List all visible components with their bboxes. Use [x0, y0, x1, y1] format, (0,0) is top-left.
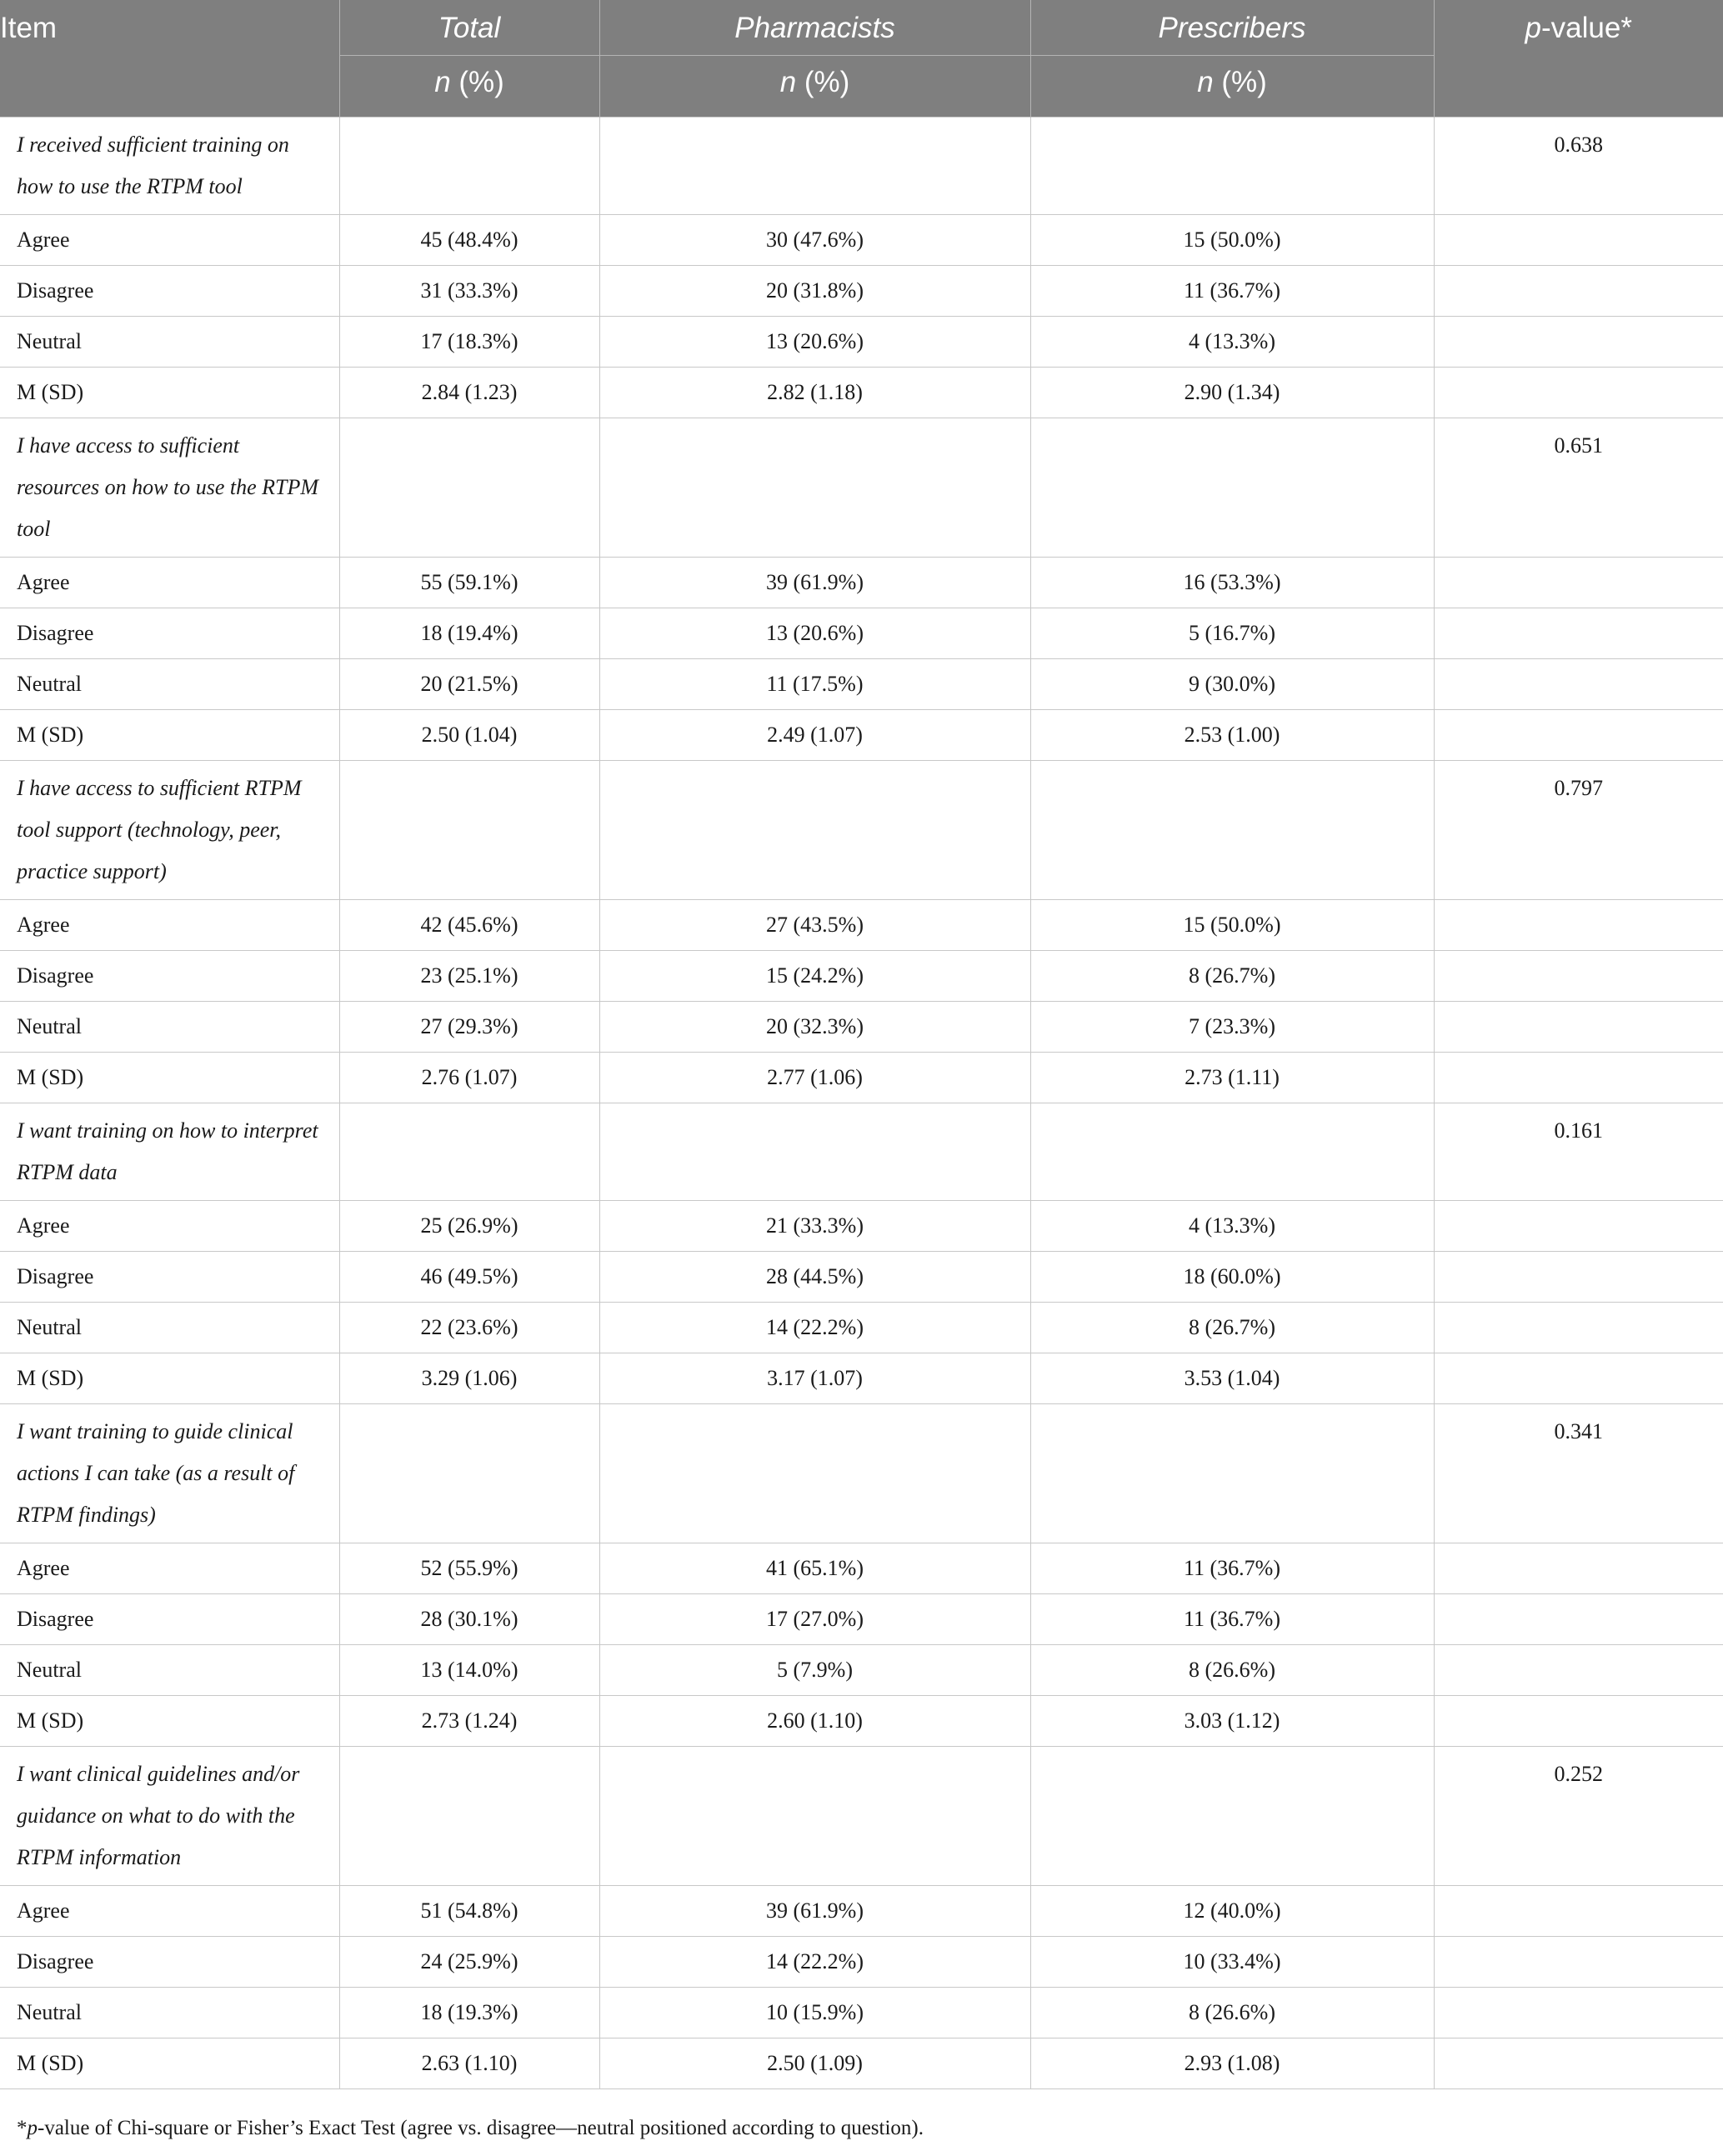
- response-label: M (SD): [0, 1353, 339, 1403]
- empty-cell: [339, 117, 599, 214]
- response-label: Neutral: [0, 1001, 339, 1052]
- response-label: M (SD): [0, 709, 339, 760]
- question-row: [0, 1103, 1723, 1200]
- empty-cell: [1434, 1353, 1723, 1403]
- pharmacists-cell: 39 (61.9%): [599, 1885, 1030, 1936]
- prescribers-cell: 15 (50.0%): [1030, 214, 1434, 265]
- total-cell: 45 (48.4%): [339, 214, 599, 265]
- question-row: [0, 760, 1723, 899]
- question-text: I want clinical guidelines and/or guidance on what to do with the RTPM information: [0, 1746, 339, 1885]
- unit-n: n: [779, 65, 797, 98]
- pharmacists-cell: 13 (20.6%): [599, 316, 1030, 367]
- pharmacists-cell: 17 (27.0%): [599, 1593, 1030, 1644]
- pharmacists-cell: 14 (22.2%): [599, 1936, 1030, 1987]
- empty-cell: [1030, 1746, 1434, 1885]
- column-header-item: Item: [0, 0, 339, 117]
- prescribers-cell: 4 (13.3%): [1030, 316, 1434, 367]
- total-cell: 2.50 (1.04): [339, 709, 599, 760]
- question-text: I received sufficient training on how to use the RTPM tool: [0, 117, 339, 214]
- total-cell: 22 (23.6%): [339, 1302, 599, 1353]
- response-label: Agree: [0, 214, 339, 265]
- response-label: Disagree: [0, 1593, 339, 1644]
- pharmacists-cell: 30 (47.6%): [599, 214, 1030, 265]
- response-row: [0, 1885, 1723, 1936]
- total-cell: 23 (25.1%): [339, 950, 599, 1001]
- empty-cell: [1434, 1543, 1723, 1593]
- pharmacists-cell: 2.49 (1.07): [599, 709, 1030, 760]
- footnote-marker: *: [17, 2117, 28, 2139]
- pharmacists-cell: 21 (33.3%): [599, 1200, 1030, 1251]
- response-row: [0, 265, 1723, 316]
- pharmacists-cell: 20 (32.3%): [599, 1001, 1030, 1052]
- response-row: [0, 1052, 1723, 1103]
- response-label: Neutral: [0, 658, 339, 709]
- response-row: [0, 2038, 1723, 2088]
- table-footnote: [17, 2117, 924, 2140]
- unit-pct: (%): [1213, 65, 1267, 98]
- total-cell: 46 (49.5%): [339, 1251, 599, 1302]
- total-cell: 3.29 (1.06): [339, 1353, 599, 1403]
- response-label: M (SD): [0, 367, 339, 418]
- p-value-suffix: -value*: [1541, 12, 1632, 44]
- total-cell: 51 (54.8%): [339, 1885, 599, 1936]
- prescribers-cell: 8 (26.6%): [1030, 1644, 1434, 1695]
- empty-cell: [1030, 117, 1434, 214]
- response-label: Disagree: [0, 1936, 339, 1987]
- pharmacists-cell: 2.82 (1.18): [599, 367, 1030, 418]
- empty-cell: [1434, 265, 1723, 316]
- empty-cell: [1434, 950, 1723, 1001]
- response-row: [0, 214, 1723, 265]
- response-label: Neutral: [0, 1644, 339, 1695]
- p-value-cell: 0.252: [1434, 1746, 1723, 1885]
- empty-cell: [1030, 1103, 1434, 1200]
- total-cell: 31 (33.3%): [339, 265, 599, 316]
- pharmacists-cell: 14 (22.2%): [599, 1302, 1030, 1353]
- p-value-cell: 0.161: [1434, 1103, 1723, 1200]
- prescribers-cell: 2.90 (1.34): [1030, 367, 1434, 418]
- empty-cell: [339, 760, 599, 899]
- empty-cell: [1434, 658, 1723, 709]
- response-row: [0, 608, 1723, 658]
- column-header-pharmacists: Pharmacists: [599, 0, 1030, 55]
- total-cell: 17 (18.3%): [339, 316, 599, 367]
- prescribers-cell: 8 (26.7%): [1030, 950, 1434, 1001]
- column-header-total: Total: [339, 0, 599, 55]
- response-label: Neutral: [0, 1302, 339, 1353]
- total-cell: 27 (29.3%): [339, 1001, 599, 1052]
- response-row: [0, 950, 1723, 1001]
- empty-cell: [1434, 557, 1723, 608]
- pharmacists-cell: 41 (65.1%): [599, 1543, 1030, 1593]
- response-row: [0, 1987, 1723, 2038]
- question-row: [0, 117, 1723, 214]
- unit-n: n: [1197, 65, 1214, 98]
- empty-cell: [1434, 1885, 1723, 1936]
- response-row: [0, 1251, 1723, 1302]
- prescribers-cell: 3.53 (1.04): [1030, 1353, 1434, 1403]
- prescribers-cell: 3.03 (1.12): [1030, 1695, 1434, 1746]
- response-row: [0, 557, 1723, 608]
- table-body: [0, 117, 1723, 2088]
- unit-header-pharmacists: [599, 55, 1030, 117]
- response-label: M (SD): [0, 1695, 339, 1746]
- empty-cell: [1434, 316, 1723, 367]
- unit-pct: (%): [450, 65, 504, 98]
- prescribers-cell: 11 (36.7%): [1030, 1593, 1434, 1644]
- empty-cell: [1434, 1987, 1723, 2038]
- header-row-main: [0, 0, 1723, 55]
- prescribers-cell: 12 (40.0%): [1030, 1885, 1434, 1936]
- question-text: I want training to guide clinical actions I can take (as a result of RTPM findings): [0, 1403, 339, 1543]
- response-row: [0, 1593, 1723, 1644]
- unit-header-prescribers: [1030, 55, 1434, 117]
- p-value-p: p: [1525, 12, 1541, 44]
- empty-cell: [1434, 1251, 1723, 1302]
- response-label: Agree: [0, 1885, 339, 1936]
- pharmacists-cell: 2.50 (1.09): [599, 2038, 1030, 2088]
- empty-cell: [339, 1746, 599, 1885]
- total-cell: 52 (55.9%): [339, 1543, 599, 1593]
- total-cell: 20 (21.5%): [339, 658, 599, 709]
- empty-cell: [599, 1103, 1030, 1200]
- empty-cell: [1434, 367, 1723, 418]
- pharmacists-cell: 20 (31.8%): [599, 265, 1030, 316]
- pharmacists-cell: 11 (17.5%): [599, 658, 1030, 709]
- empty-cell: [599, 1746, 1030, 1885]
- table-header: [0, 0, 1723, 117]
- footnote-p: p: [27, 2117, 38, 2139]
- question-row: [0, 1746, 1723, 1885]
- prescribers-cell: 11 (36.7%): [1030, 265, 1434, 316]
- response-row: [0, 899, 1723, 950]
- column-header-prescribers: Prescribers: [1030, 0, 1434, 55]
- response-label: Agree: [0, 1200, 339, 1251]
- empty-cell: [1434, 2038, 1723, 2088]
- response-label: Neutral: [0, 316, 339, 367]
- prescribers-cell: 8 (26.6%): [1030, 1987, 1434, 2038]
- total-cell: 2.73 (1.24): [339, 1695, 599, 1746]
- prescribers-cell: 8 (26.7%): [1030, 1302, 1434, 1353]
- response-label: M (SD): [0, 2038, 339, 2088]
- total-cell: 55 (59.1%): [339, 557, 599, 608]
- total-cell: 18 (19.4%): [339, 608, 599, 658]
- pharmacists-cell: 39 (61.9%): [599, 557, 1030, 608]
- prescribers-cell: 7 (23.3%): [1030, 1001, 1434, 1052]
- prescribers-cell: 11 (36.7%): [1030, 1543, 1434, 1593]
- empty-cell: [1030, 418, 1434, 557]
- response-row: [0, 1302, 1723, 1353]
- p-value-cell: 0.638: [1434, 117, 1723, 214]
- pharmacists-cell: 27 (43.5%): [599, 899, 1030, 950]
- question-text: I have access to sufficient RTPM tool support (technology, peer, practice support): [0, 760, 339, 899]
- empty-cell: [339, 1103, 599, 1200]
- response-label: Disagree: [0, 608, 339, 658]
- p-value-cell: 0.651: [1434, 418, 1723, 557]
- empty-cell: [1434, 1936, 1723, 1987]
- empty-cell: [1434, 1644, 1723, 1695]
- empty-cell: [1434, 1302, 1723, 1353]
- prescribers-cell: 5 (16.7%): [1030, 608, 1434, 658]
- question-row: [0, 418, 1723, 557]
- footnote-text: -value of Chi-square or Fisher’s Exact Test (agree vs. disagree—neutral positioned according to question).: [38, 2117, 924, 2139]
- empty-cell: [339, 418, 599, 557]
- column-header-p-value: [1434, 0, 1723, 117]
- prescribers-cell: 2.53 (1.00): [1030, 709, 1434, 760]
- pharmacists-cell: 15 (24.2%): [599, 950, 1030, 1001]
- total-cell: 2.84 (1.23): [339, 367, 599, 418]
- empty-cell: [339, 1403, 599, 1543]
- total-cell: 2.76 (1.07): [339, 1052, 599, 1103]
- pharmacists-cell: 13 (20.6%): [599, 608, 1030, 658]
- empty-cell: [599, 760, 1030, 899]
- response-row: [0, 1644, 1723, 1695]
- empty-cell: [1434, 214, 1723, 265]
- response-label: Neutral: [0, 1987, 339, 2038]
- empty-cell: [1434, 1695, 1723, 1746]
- prescribers-cell: 10 (33.4%): [1030, 1936, 1434, 1987]
- prescribers-cell: 16 (53.3%): [1030, 557, 1434, 608]
- response-row: [0, 709, 1723, 760]
- unit-n: n: [434, 65, 451, 98]
- response-row: [0, 367, 1723, 418]
- response-row: [0, 1353, 1723, 1403]
- total-cell: 13 (14.0%): [339, 1644, 599, 1695]
- total-cell: 42 (45.6%): [339, 899, 599, 950]
- unit-pct: (%): [796, 65, 850, 98]
- question-row: [0, 1403, 1723, 1543]
- prescribers-cell: 4 (13.3%): [1030, 1200, 1434, 1251]
- response-row: [0, 1543, 1723, 1593]
- response-label: Agree: [0, 1543, 339, 1593]
- empty-cell: [1434, 1001, 1723, 1052]
- response-row: [0, 1200, 1723, 1251]
- question-text: I want training on how to interpret RTPM data: [0, 1103, 339, 1200]
- question-text: I have access to sufficient resources on how to use the RTPM tool: [0, 418, 339, 557]
- pharmacists-cell: 2.60 (1.10): [599, 1695, 1030, 1746]
- p-value-cell: 0.797: [1434, 760, 1723, 899]
- response-label: Disagree: [0, 1251, 339, 1302]
- response-label: Disagree: [0, 950, 339, 1001]
- response-label: Agree: [0, 557, 339, 608]
- total-cell: 18 (19.3%): [339, 1987, 599, 2038]
- total-cell: 2.63 (1.10): [339, 2038, 599, 2088]
- empty-cell: [1434, 1593, 1723, 1644]
- pharmacists-cell: 28 (44.5%): [599, 1251, 1030, 1302]
- pharmacists-cell: 10 (15.9%): [599, 1987, 1030, 2038]
- total-cell: 24 (25.9%): [339, 1936, 599, 1987]
- empty-cell: [1434, 1200, 1723, 1251]
- prescribers-cell: 2.93 (1.08): [1030, 2038, 1434, 2088]
- empty-cell: [1434, 1052, 1723, 1103]
- p-value-cell: 0.341: [1434, 1403, 1723, 1543]
- response-label: Agree: [0, 899, 339, 950]
- response-row: [0, 1695, 1723, 1746]
- empty-cell: [1434, 899, 1723, 950]
- empty-cell: [599, 117, 1030, 214]
- empty-cell: [1030, 760, 1434, 899]
- response-label: M (SD): [0, 1052, 339, 1103]
- response-row: [0, 658, 1723, 709]
- response-row: [0, 1001, 1723, 1052]
- unit-header-total: [339, 55, 599, 117]
- total-cell: 25 (26.9%): [339, 1200, 599, 1251]
- empty-cell: [599, 418, 1030, 557]
- pharmacists-cell: 3.17 (1.07): [599, 1353, 1030, 1403]
- prescribers-cell: 15 (50.0%): [1030, 899, 1434, 950]
- empty-cell: [1434, 709, 1723, 760]
- pharmacists-cell: 2.77 (1.06): [599, 1052, 1030, 1103]
- total-cell: 28 (30.1%): [339, 1593, 599, 1644]
- empty-cell: [1030, 1403, 1434, 1543]
- prescribers-cell: 2.73 (1.11): [1030, 1052, 1434, 1103]
- empty-cell: [599, 1403, 1030, 1543]
- pharmacists-cell: 5 (7.9%): [599, 1644, 1030, 1695]
- response-label: Disagree: [0, 265, 339, 316]
- response-row: [0, 1936, 1723, 1987]
- prescribers-cell: 18 (60.0%): [1030, 1251, 1434, 1302]
- prescribers-cell: 9 (30.0%): [1030, 658, 1434, 709]
- empty-cell: [1434, 608, 1723, 658]
- response-row: [0, 316, 1723, 367]
